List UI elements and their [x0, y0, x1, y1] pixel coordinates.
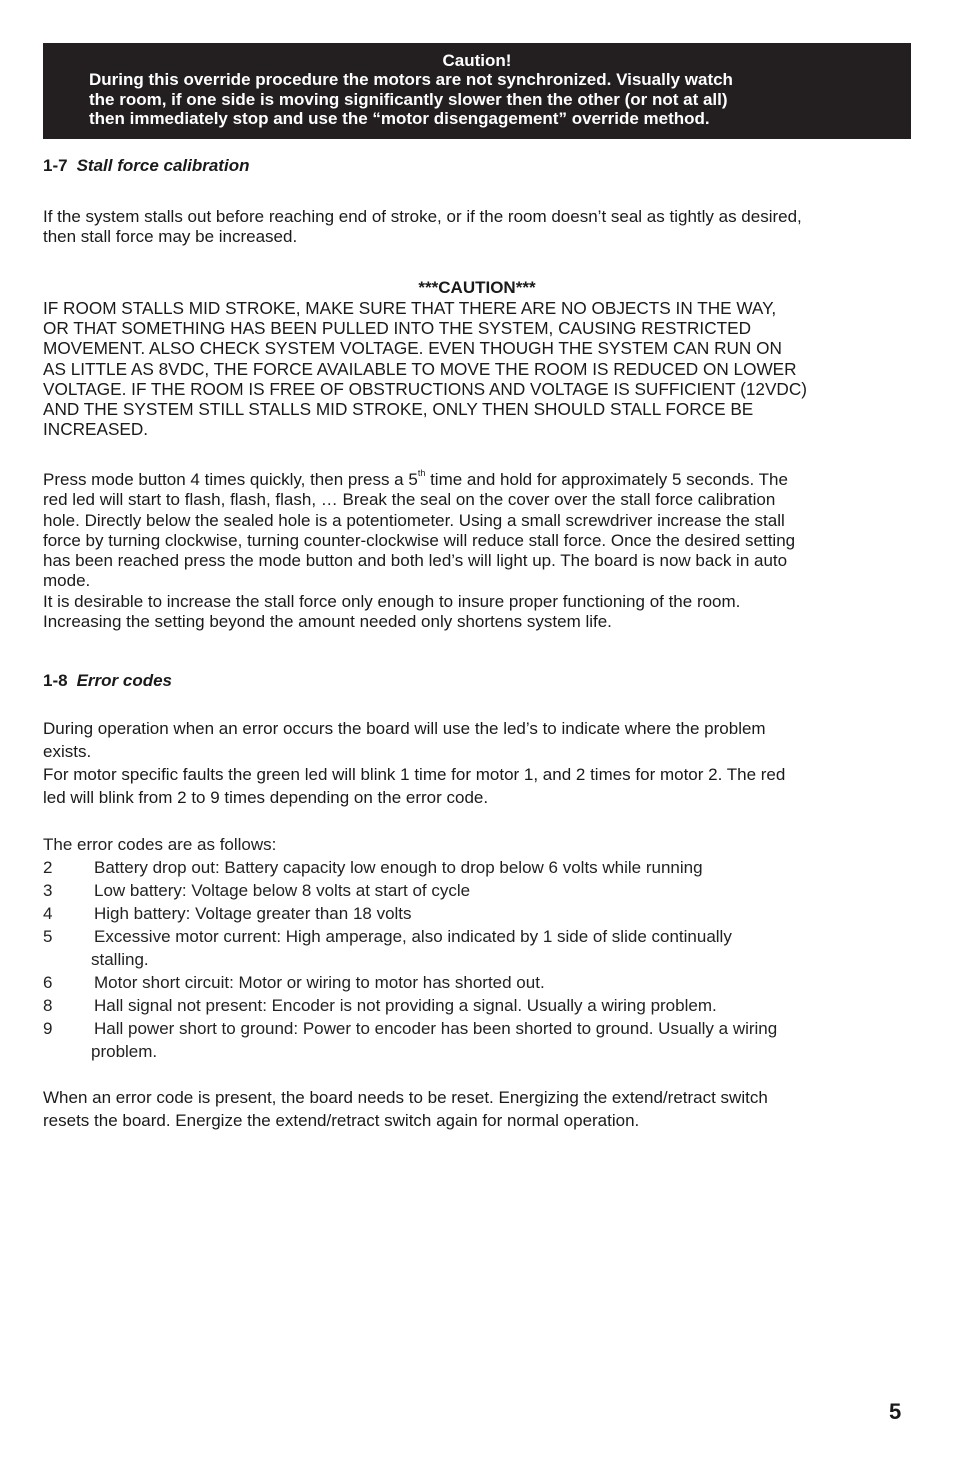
list-item — [43, 1017, 913, 1063]
ordinal-superscript: th — [417, 468, 426, 479]
calibration-procedure-paragraph — [43, 470, 913, 632]
page-number: 5 — [889, 1399, 902, 1424]
error-code-description: Excessive motor current: High amperage, also indicated by 1 side of slide continually — [94, 927, 732, 946]
list-item — [43, 925, 913, 971]
error-code-description: Motor short circuit: Motor or wiring to motor has shorted out. — [94, 973, 545, 992]
caution-paragraph-line: AS LITTLE AS 8VDC, THE FORCE AVAILABLE TO MOVE THE ROOM IS REDUCED ON LOWER — [43, 358, 797, 379]
error-code-description: Hall power short to ground: Power to encoder has been shorted to ground. Usually a wiring — [94, 1019, 778, 1038]
paragraph-line: When an error code is present, the board needs to be reset. Energizing the extend/retract switch — [43, 1088, 768, 1107]
paragraph-line: During operation when an error occurs the board will use the led’s to indicate where the problem — [43, 719, 766, 738]
error-code-list — [43, 833, 913, 1063]
error-code-number: 3 — [43, 881, 53, 900]
error-code-number: 2 — [43, 858, 53, 877]
error-code-number: 9 — [43, 1019, 53, 1038]
text-run: Press mode button 4 times quickly, then press a 5 — [43, 470, 418, 489]
list-intro: The error codes are as follows: — [43, 835, 277, 854]
error-code-description: Hall signal not present: Encoder is not providing a signal. Usually a wiring problem. — [94, 996, 717, 1015]
caution-paragraph-line: IF ROOM STALLS MID STROKE, MAKE SURE THAT THERE ARE NO OBJECTS IN THE WAY, — [43, 298, 777, 318]
error-code-number: 4 — [43, 904, 53, 923]
caution-paragraph-line: VOLTAGE. IF THE ROOM IS FREE OF OBSTRUCTIONS AND VOLTAGE IS SUFFICIENT (12VDC) — [43, 378, 807, 399]
paragraph-line: has been reached press the mode button and both led’s will light up. The board is now back in auto — [43, 551, 788, 571]
error-code-number: 8 — [43, 996, 53, 1015]
paragraph-line: If the system stalls out before reaching end of stroke, or if the room doesn’t seal as tightly as desired, — [43, 207, 802, 226]
error-code-description-continued: stalling. — [91, 950, 149, 969]
caution-banner — [43, 43, 911, 139]
caution-paragraph-line: OR THAT SOMETHING HAS BEEN PULLED INTO THE SYSTEM, CAUSING RESTRICTED — [43, 318, 751, 339]
section-heading-1-7 — [43, 156, 249, 176]
stall-intro-paragraph — [43, 207, 913, 248]
paragraph-line: force by turning clockwise, turning counter-clockwise will reduce stall force. Once the desired setting — [43, 530, 796, 550]
error-code-description: High battery: Voltage greater than 18 volts — [94, 904, 412, 923]
error-intro-paragraph — [43, 717, 913, 809]
section-number: 1-8 — [43, 671, 68, 690]
section-number: 1-7 — [43, 156, 68, 175]
section-heading-1-8 — [43, 671, 172, 691]
caution-line: During this override procedure the motors are not synchronized. Visually watch — [89, 70, 733, 89]
paragraph-line: resets the board. Energize the extend/retract switch again for normal operation. — [43, 1111, 640, 1130]
caution-paragraph-line: INCREASED. — [43, 419, 149, 440]
list-item — [43, 856, 913, 879]
paragraph-line: then stall force may be increased. — [43, 227, 298, 247]
paragraph-line: It is desirable to increase the stall force only enough to insure proper functioning of the room. — [43, 591, 741, 611]
caution-line: then immediately stop and use the “motor disengagement” override method. — [89, 109, 710, 128]
paragraph-line: hole. Directly below the sealed hole is a potentiometer. Using a small screwdriver increase the stall — [43, 510, 785, 530]
paragraph-line: Increasing the setting beyond the amount needed only shortens system life. — [43, 612, 612, 632]
paragraph-line: led will blink from 2 to 9 times depending on the error code. — [43, 788, 489, 807]
caution-paragraph-line: MOVEMENT. ALSO CHECK SYSTEM VOLTAGE. EVEN THOUGH THE SYSTEM CAN RUN ON — [43, 338, 782, 359]
paragraph-line: red led will start to flash, flash, flash, … Break the seal on the cover over the stall force calibration — [43, 490, 776, 510]
caution-heading: ***CAUTION*** — [418, 278, 536, 297]
list-item — [43, 994, 913, 1017]
caution-text — [89, 70, 889, 129]
error-code-description-continued: problem. — [91, 1042, 158, 1061]
caution-paragraph — [43, 298, 913, 439]
caution-title: Caution! — [442, 51, 512, 70]
paragraph-line: For motor specific faults the green led will blink 1 time for motor 1, and 2 times for motor 2. The red — [43, 765, 786, 784]
list-item — [43, 971, 913, 994]
paragraph-line — [43, 470, 913, 490]
error-code-number: 5 — [43, 927, 53, 946]
text-run: time and hold for approximately 5 seconds. The — [425, 470, 788, 489]
error-code-description: Battery drop out: Battery capacity low enough to drop below 6 volts while running — [94, 858, 703, 877]
list-item — [43, 902, 913, 925]
error-code-description: Low battery: Voltage below 8 volts at start of cycle — [94, 881, 471, 900]
error-code-number: 6 — [43, 973, 53, 992]
paragraph-line: mode. — [43, 571, 91, 591]
section-title: Error codes — [76, 671, 173, 690]
reset-paragraph — [43, 1086, 913, 1132]
caution-paragraph-line: AND THE SYSTEM STILL STALLS MID STROKE, ONLY THEN SHOULD STALL FORCE BE — [43, 399, 754, 420]
paragraph-line: exists. — [43, 742, 92, 761]
section-title: Stall force calibration — [76, 156, 250, 175]
caution-line: the room, if one side is moving significantly slower then the other (or not at all) — [89, 89, 728, 109]
list-item — [43, 879, 913, 902]
